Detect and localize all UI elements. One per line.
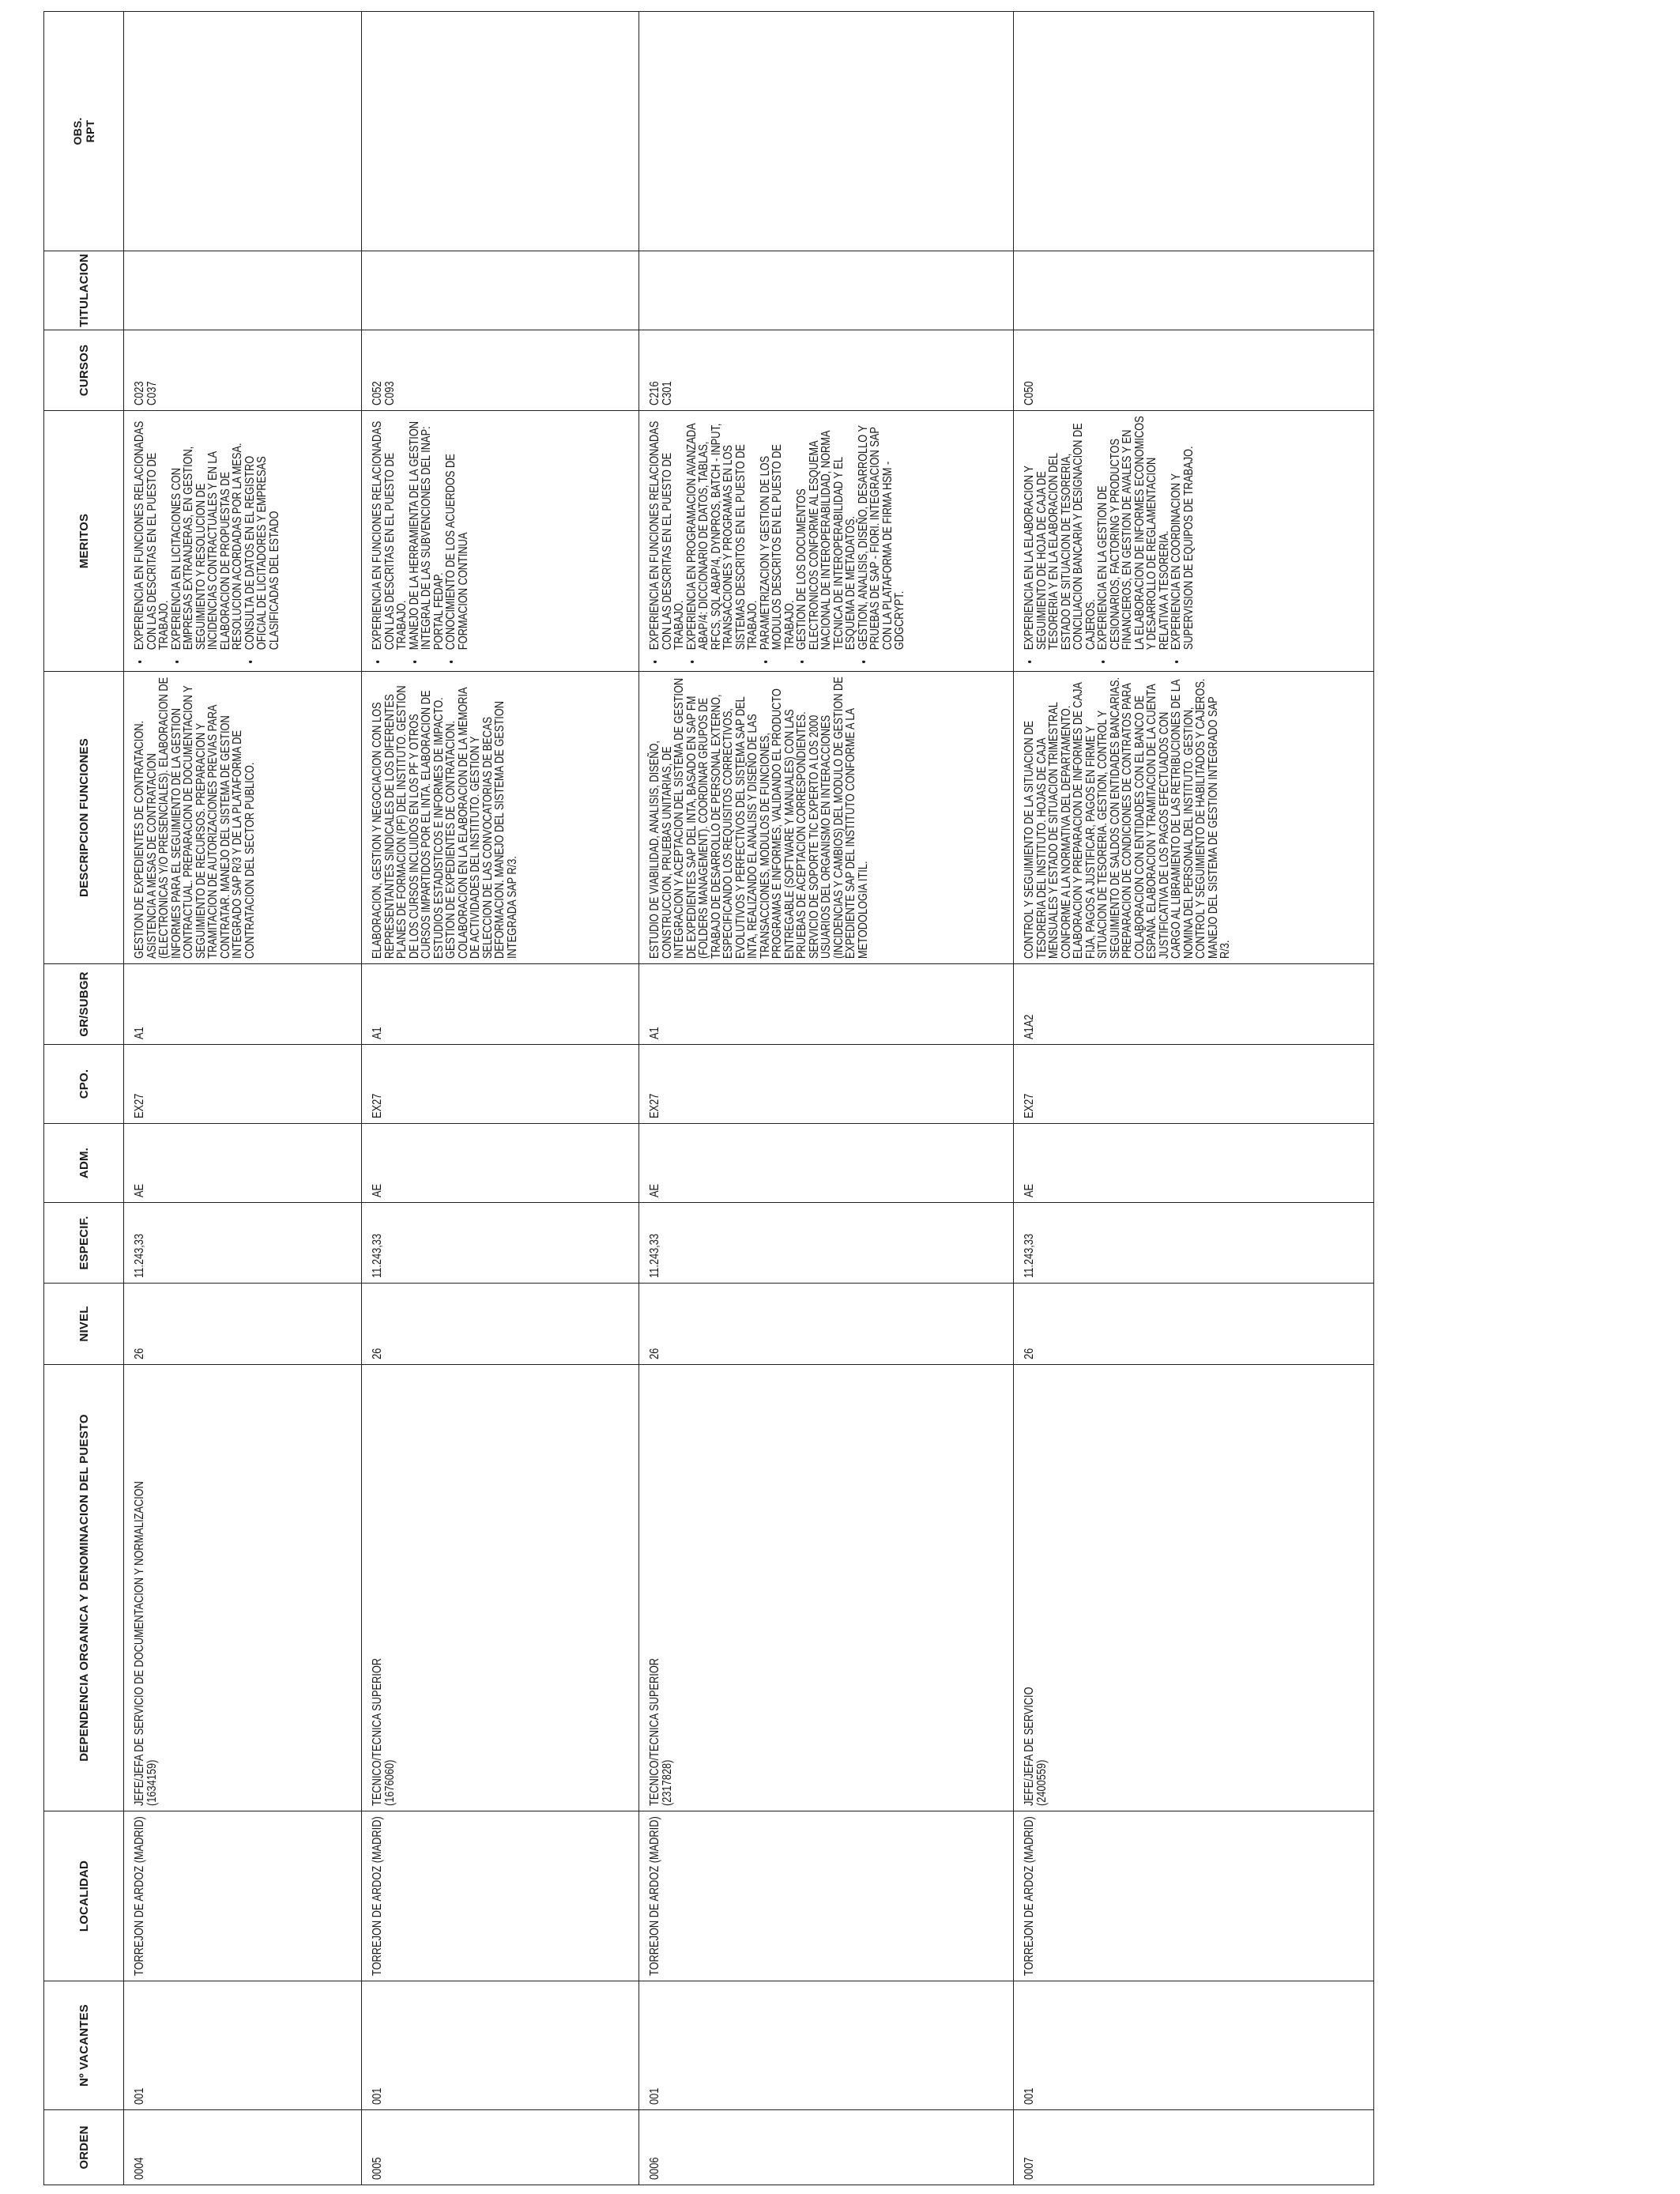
merito-item: • CONSULTA DE DATOS EN EL REGISTRO OFICIAL DE LICITADORES Y EMPRESAS CLASIFICADAS DEL ESTADO [244, 416, 281, 654]
cell-gr: A1A2 [1014, 964, 1374, 1045]
cell-puesto [1014, 1365, 1374, 1811]
header-orden: ORDEN [44, 2110, 124, 2185]
cell-gr: A1 [639, 964, 1014, 1045]
cell-puesto [124, 1365, 362, 1811]
cell-localidad: TORREJON DE ARDOZ (MADRID) [124, 1811, 362, 1981]
merito-item: • GESTION DE LOS DOCUMENTOS ELECTRONICOS CONFORME AL ESQUEMA NACIONAL DE INTEROPERABILIDAD, NORMA TECNICA DE INTEROPERABILIDAD Y EL ESQUEMA DE METADATOS. [796, 416, 857, 654]
cell-localidad: TORREJON DE ARDOZ (MADRID) [1014, 1811, 1374, 1981]
header-adm: ADM. [44, 1124, 124, 1203]
header-especif: ESPECIF. [44, 1203, 124, 1284]
puesto-code: (2400559) [1034, 1759, 1049, 1806]
merito-item: • EXPERIENCIA EN LA GESTION DE CESIONARIOS, FACTORING Y PRODUCTOS FINANCIEROS, EN GESTION DE AVALES Y EN LA ELABORACION DE INFORMES ECONOMICOS Y DESARROLLO DE REGLAMENTACION RELATIVA A TESORERIA. [1097, 416, 1170, 654]
header-cursos: CURSOS [44, 330, 124, 411]
cell-adm: AE [1014, 1124, 1374, 1203]
table-row [362, 12, 639, 2185]
cell-adm: AE [124, 1124, 362, 1203]
merito-item: • EXPERIENCIA EN FUNCIONES RELACIONADAS CON LAS DESCRITAS EN EL PUESTO DE TRABAJO. [134, 416, 171, 654]
cell-meritos [124, 411, 362, 672]
cell-localidad: TORREJON DE ARDOZ (MADRID) [639, 1811, 1014, 1981]
cell-vacantes: 001 [124, 1981, 362, 2110]
cell-cursos [639, 330, 1014, 411]
curso-code: C216 [648, 381, 661, 405]
cell-nivel: 26 [124, 1284, 362, 1365]
cell-meritos [1014, 411, 1374, 672]
merito-item: • MANEJO DE LA HERRAMIENTA DE LA GESTION INTEGRAL DE LAS SUBVENCIONES DEL INAP: PORTAL FEDAP. [409, 416, 446, 654]
curso-code: C052 [371, 381, 384, 405]
cell-localidad: TORREJON DE ARDOZ (MADRID) [362, 1811, 639, 1981]
cell-adm: AE [639, 1124, 1014, 1203]
rotated-table-frame [43, 12, 1371, 2185]
cell-cpo: EX27 [1014, 1045, 1374, 1124]
cell-especif: 11.243,33 [1014, 1203, 1374, 1284]
cell-titulacion [639, 251, 1014, 330]
puesto-code: (2317828) [660, 1759, 674, 1806]
merito-item: • EXPERIENCIA EN LA ELABORACION Y SEGUIMIENTO DE HOJA DE CAJA DE TESORERIA Y EN LA ELABORACION DEL ESTADO DE SITUACION DE TESORERIA, CONCILIACION BANCARIA Y DESIGNACION DE CAJEROS. [1023, 416, 1097, 654]
cell-especif: 11.243,33 [639, 1203, 1014, 1284]
cell-descripcion: ESTUDIO DE VIABILIDAD, ANALISIS, DISEÑO, CONSTRUCCION, PRUEBAS UNITARIAS, DE INTEGRACION Y ACEPTACION DEL SISTEMA DE GESTION DE EXPEDIENTES SAP DEL INTA, BASADO EN SAP FM (FOLDERS MANAGEMENT). COORDINAR GRUPOS DE TRABAJO DE DESARROLLO DE PERSONAL EXTERNO, ESPECIFICANDO LOS REQUISITOS CORRECTIVOS, EVOLUTIVOS Y PERFECTIVOS DEL SISTEMA SAP DEL INTA, REALIZANDO EL ANALISIS Y DISEÑO DE LAS TRANSACCIONES, MODULOS DE FUNCIONES, PROGRAMAS E INFORMES, VALIDANDO EL PRODUCTO ENTREGABLE (SOFTWARE Y MANUALES) CON LAS PRUEBAS DE ACEPTACION CORRESPONDIENTES. SERVICIO DE SOPORTE TIC EXPERTO A LOS 2000 USUARIOS DEL ORGANISMO EN INTERACCIONES (INCIDENCIAS Y CAMBIOS) DEL MODULO DE GESTION DE EXPEDIENTE SAP DEL INSTITUTO CONFORME A LA METODOLOGIA ITIL. [639, 672, 1014, 964]
cell-cursos [1014, 330, 1374, 411]
header-localidad: LOCALIDAD [44, 1811, 124, 1981]
header-titulacion: TITULACION [44, 251, 124, 330]
cell-gr: A1 [362, 964, 639, 1045]
cell-cursos [124, 330, 362, 411]
header-gr: GR/SUBGR [44, 964, 124, 1045]
cell-cpo: EX27 [639, 1045, 1014, 1124]
curso-code: C023 [133, 381, 146, 405]
header-dependencia: DEPENDENCIA ORGANICA Y DENOMINACION DEL PUESTO [44, 1365, 124, 1811]
merito-item: • EXPERIENCIA EN LICITACIONES CON EMPRESAS EXTRANJERAS, EN GESTION, SEGUIMIENTO Y RESOLUCION DE INCIDENCIAS CONTRACTUALES Y EN LA ELABORACION DE PROPUESTAS DE RESOLUCION ACORDADAS POR LA MESA. [171, 416, 244, 654]
merito-item: • PARAMETRIZACION Y GESTION DE LOS MODULOS DESCRITOS EN EL PUESTO DE TRABAJO. [759, 416, 797, 654]
cell-puesto [362, 1365, 639, 1811]
merito-item: • EXPERIENCIA EN COORDINACION Y SUPERVISION DE EQUIPOS DE TRABAJO. [1170, 416, 1195, 654]
cell-cpo: EX27 [362, 1045, 639, 1124]
table-row [639, 12, 1014, 2185]
puesto-code: (1676060) [382, 1759, 397, 1806]
cell-gr: A1 [124, 964, 362, 1045]
header-obs-rpt: OBS. RPT [44, 12, 124, 251]
header-cpo: CPO. [44, 1045, 124, 1124]
merito-item: • EXPERIENCIA EN FUNCIONES RELACIONADAS CON LAS DESCRITAS EN EL PUESTO DE TRABAJO. [371, 416, 409, 654]
table-row [1014, 12, 1374, 2185]
puesto-name: TECNICO/TECNICA SUPERIOR [648, 1657, 661, 1806]
header-meritos: MERITOS [44, 411, 124, 672]
merito-item: • CONOCIMIENTO DE LOS ACUERDOS DE FORMACION CONTINUA [445, 416, 469, 654]
merito-item: • EXPERIENCIA EN PROGRAMACION AVANZADA ABAP/4: DICCIONARIO DE DATOS, TABLAS, RFCS, SQL ABAP/4, DYNPROS, BATCH - INPUT, TRANSACCIONES Y PROGRAMAS EN LOS SISTEMAS DESCRITOS EN EL PUESTO DE TRABAJO. [686, 416, 759, 654]
header-nivel: NIVEL [44, 1284, 124, 1365]
cell-meritos [639, 411, 1014, 672]
cell-descripcion: ELABORACION, GESTION Y NEGOCIACION CON LOS REPRESENTANTES SINDICALES DE LOS DIFERENTES PLANES DE FORMACION (PF) DEL INSTITUTO. GESTION DE LOS CURSOS INCLUIDOS EN LOS PF Y OTROS CURSOS IMPARTIDOS POR EL INTA. ELABORACION DE ESTUDIOS ESTADISTICOS E INFORMES DE IMPACTO. GESTION DE EXPEDIENTES DE CONTRATACION. COLABORACION EN LA ELABORACION DE LA MEMORIA DE ACTIVIDADES DEL INSTITUTO. GESTION Y SELECCION DE LAS CONVOCATORIAS DE BECAS DEFORMACION. MANEJO DEL SISTEMA DE GESTION INTEGRADA SAP R/3. [362, 672, 639, 964]
puesto-code: (1634159) [145, 1759, 159, 1806]
cell-cursos [362, 330, 639, 411]
cell-vacantes: 001 [362, 1981, 639, 2110]
cell-orden: 0007 [1014, 2110, 1374, 2185]
cell-titulacion [1014, 251, 1374, 330]
curso-code: C301 [660, 381, 674, 405]
cell-vacantes: 001 [639, 1981, 1014, 2110]
cell-descripcion: CONTROL Y SEGUIMIENTO DE LA SITUACION DE TESORERIA DEL INSTITUTO. HOJAS DE CAJA MENSUALES Y ESTADO DE SITUACION TRIMESTRAL CONFORME A LA NORMATIVA DEL DEPARTAMENTO. ELABORACION Y PREPARACION DE INFORMES DE CAJA FIJA, PAGOS A JUSTIFICAR, PAGOS EN FIRME Y SITUACION DE TESORERIA. GESTION, CONTROL Y SEGUIMIENTO DE SALDOS CON ENTIDADES BANCARIAS. PREPARACION DE CONDICIONES DE CONTRATOS PARA COLABORACION CON ENTIDADES CON EL BANCO DE ESPAÑA. ELABORACION Y TRAMITACION DE LA CUENTA JUSTIFICATIVA DE LOS PAGOS EFECTUADOS CON CARGO AL LIBRAMIENTO DE LAS RETRIBUCIONES DE LA NOMINA DEL PERSONAL DEL INSTITUTO. GESTION, CONTROL Y SEGUIMIENTO DE HABILITADOS Y CAJEROS. MANEJO DEL SISTEMA DE GESTION INTEGRADO SAP R/3. [1014, 672, 1374, 964]
cell-orden: 0006 [639, 2110, 1014, 2185]
cell-nivel: 26 [362, 1284, 639, 1365]
cell-orden: 0004 [124, 2110, 362, 2185]
cell-titulacion [124, 251, 362, 330]
cell-puesto [639, 1365, 1014, 1811]
merito-item: • GESTION, ANALISIS, DISEÑO, DESARROLLO Y PRUEBAS DE SAP - FIORI. INTEGRACION SAP CON LA PLATAFORMA DE FIRMA HSM - GDGCRYPT. [857, 416, 906, 654]
cell-obs [124, 12, 362, 251]
header-row [44, 12, 124, 2185]
cell-obs [362, 12, 639, 251]
cell-meritos [362, 411, 639, 672]
cell-obs [639, 12, 1014, 251]
cell-especif: 11.243,33 [124, 1203, 362, 1284]
cell-nivel: 26 [639, 1284, 1014, 1365]
cell-adm: AE [362, 1124, 639, 1203]
puesto-name: JEFE/JEFA DE SERVICIO [1023, 1687, 1036, 1806]
vacancies-table [43, 11, 1374, 2185]
merito-item: • EXPERIENCIA EN FUNCIONES RELACIONADAS CON LAS DESCRITAS EN EL PUESTO DE TRABAJO. [649, 416, 686, 654]
puesto-name: TECNICO/TECNICA SUPERIOR [371, 1657, 384, 1806]
cell-especif: 11.243,33 [362, 1203, 639, 1284]
cell-titulacion [362, 251, 639, 330]
cell-vacantes: 001 [1014, 1981, 1374, 2110]
header-descripcion: DESCRIPCION FUNCIONES [44, 672, 124, 964]
cell-nivel: 26 [1014, 1284, 1374, 1365]
cell-orden: 0005 [362, 2110, 639, 2185]
curso-code: C050 [1023, 381, 1036, 405]
cell-descripcion: GESTION DE EXPEDIENTES DE CONTRATACION. ASISTENCIA A MESAS DE CONTRATACION (ELECTRONICAS Y/O PRESENCIALES). ELABORACION DE INFORMES PARA EL SEGUIMIENTO DE LA GESTION CONTRACTUAL. PREPARACION DE DOCUMENTACION Y SEGUIMIENTO DE RECURSOS. PREPARACION Y TRAMITACION DE AUTORIZACIONES PREVIAS PARA CONTRATAR. MANEJO DEL SISTEMA DE GESTION INTEGRADO SAP R/3 Y DE LA PLATAFORMA DE CONTRATACION DEL SECTOR PUBLICO. [124, 672, 362, 964]
curso-code: C093 [382, 381, 397, 405]
cell-obs [1014, 12, 1374, 251]
puesto-name: JEFE/JEFA DE SERVICIO DE DOCUMENTACION Y NORMALIZACION [133, 1481, 146, 1806]
curso-code: C037 [145, 381, 159, 405]
cell-cpo: EX27 [124, 1045, 362, 1124]
header-vacantes: Nº VACANTES [44, 1981, 124, 2110]
table-row [124, 12, 362, 2185]
